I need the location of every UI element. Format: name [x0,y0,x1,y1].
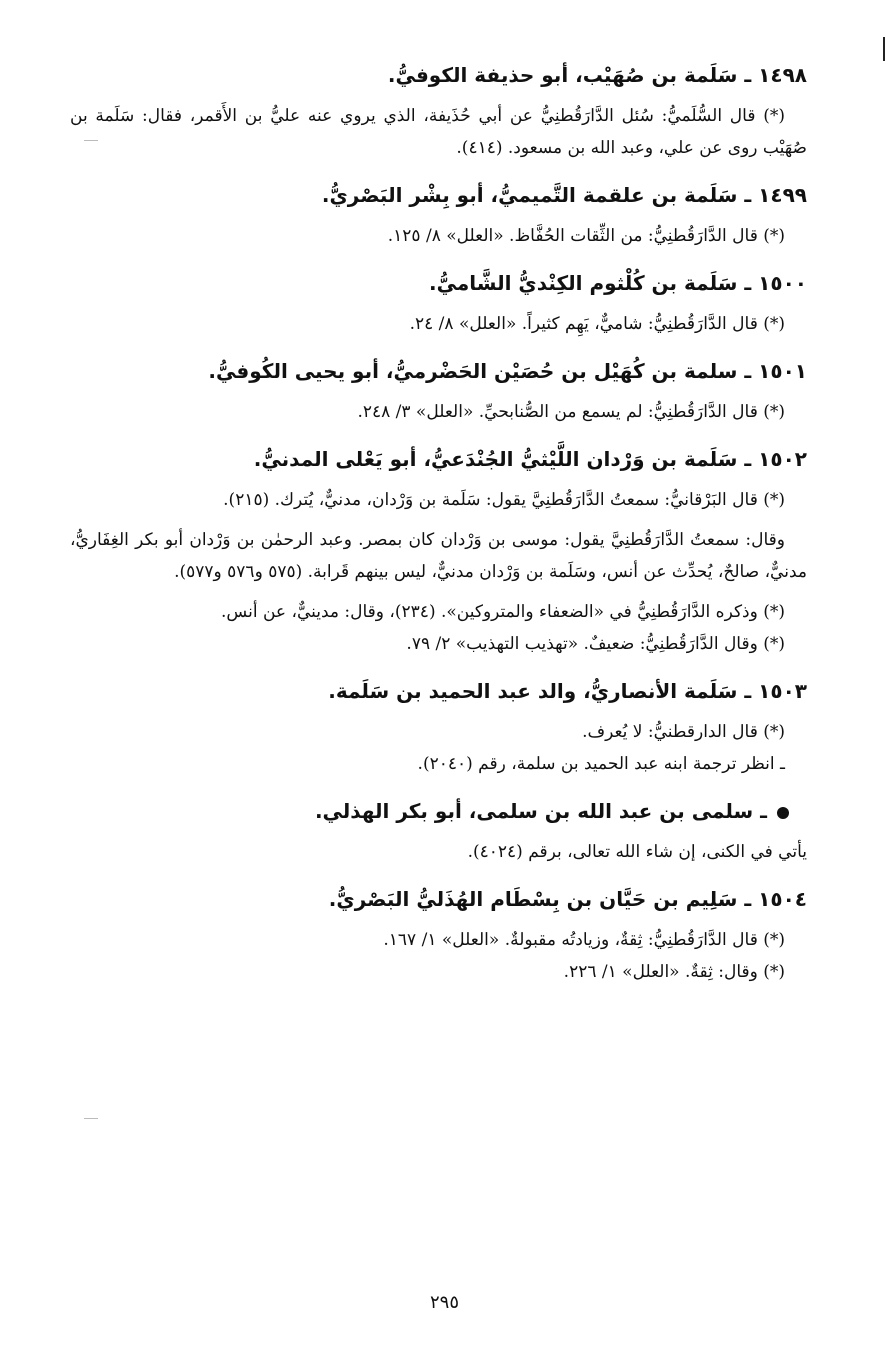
entry-paragraph: (*) قال البَرْقانيُّ: سمعتُ الدَّارَقُطنِيَّ يقول: سَلَمة بن وَرْدان، مدنيٌّ، يُترك. (٢١٥). [223,490,785,510]
entry-paragraph: ـ انظر ترجمة ابنه عبد الحميد بن سلمة، رقم (٢٠٤٠). [417,754,785,774]
entry-1504 [70,882,807,988]
scan-edge-mark [883,37,885,61]
entry-paragraph: (*) قال الدارقطنيُّ: لا يُعرف. [582,722,785,742]
entry-paragraph: (*) وقال الدَّارَقُطنِيُّ: ضعيفٌ. «تهذيب التهذيب» ٢/ ٧٩. [406,634,785,654]
entry-heading: ١٥٠٢ ـ سَلَمة بن وَرْدان اللَّيْثيُّ الجُنْدَعيُّ، أبو يَعْلى المدنيُّ. [253,447,807,471]
entry-1502 [70,442,807,660]
entry-paragraph: وقال: سمعتُ الدَّارَقُطنِيَّ يقول: موسى بن وَرْدان كان بمصر. وعبد الرحمٰن بن وَرْدان أبو بكر الغِفَاريُّ، مدنيٌّ، صالحٌ، يُحدِّث عن أنس، وسَلَمة بن وَرْدان مدنيٌّ، ليس بينهم قَرابة. (٥٧٥ و٥٧٦ و٥٧٧). [70,530,807,582]
scan-margin-line [84,1118,98,1119]
entry-salma-cross-reference [70,794,807,868]
entry-paragraph: (*) قال الدَّارَقُطنِيُّ: لم يسمع من الصُّنابحيِّ. «العلل» ٣/ ٢٤٨. [357,402,785,422]
entry-paragraph: يأتي في الكنى، إن شاء الله تعالى، برقم (٤٠٢٤). [467,842,807,862]
entry-heading: ١٥٠٤ ـ سَلِيم بن حَيَّان بن بِسْطَام الهُذَليُّ البَصْريُّ. [328,887,807,911]
entry-paragraph: (*) قال السُّلَميُّ: سُئل الدَّارَقُطنِيُّ عن أبي حُذَيفة، الذي يروي عنه عليُّ بن الأَقمر، فقال: سَلَمة بن صُهَيْب روى عن علي، وعبد الله بن مسعود. (٤١٤). [70,106,807,158]
bullet-icon [777,807,789,819]
entry-heading: ١٤٩٩ ـ سَلَمة بن علقمة التَّميميُّ، أبو بِشْر البَصْريُّ. [321,183,807,207]
entry-paragraph: (*) وقال: ثِقةٌ. «العلل» ١/ ٢٢٦. [563,962,785,982]
document-page [70,58,807,1002]
entry-paragraph: (*) قال الدَّارَقُطنِيُّ: شاميٌّ، يَهِم كثيراً. «العلل» ٨/ ٢٤. [409,314,785,334]
entry-heading: ١٤٩٨ ـ سَلَمة بن صُهَيْب، أبو حذيفة الكوفيُّ. [387,63,807,87]
entry-heading-text: ـ سلمى بن عبد الله بن سلمى، أبو بكر الهذلي. [314,799,767,823]
paragraph-gap [70,588,807,596]
entry-heading: ١٥٠٠ ـ سَلَمة بن كُلْثوم الكِنْديُّ الشَّاميُّ. [429,271,807,295]
entry-1498 [70,58,807,164]
entry-1503 [70,674,807,780]
entry-heading: ١٥٠٣ ـ سَلَمة الأنصاريُّ، والد عبد الحميد بن سَلَمة. [328,679,807,703]
entry-heading: ١٥٠١ ـ سلمة بن كُهَيْل بن حُصَيْن الحَضْرميُّ، أبو يحيى الكُوفيُّ. [208,359,807,383]
paragraph-gap [70,516,807,524]
entry-1499 [70,178,807,252]
entry-1500 [70,266,807,340]
entry-heading [70,794,807,828]
entry-paragraph: (*) وذكره الدَّارَقُطنِيُّ في «الضعفاء والمتروكين». (٢٣٤)، وقال: مدينيٌّ، عن أنس. [221,602,785,622]
entry-paragraph: (*) قال الدَّارَقُطنِيُّ: من الثِّقات الحُفَّاظ. «العلل» ٨/ ١٢٥. [387,226,785,246]
entry-paragraph: (*) قال الدَّارَقُطنِيُّ: ثِقةٌ، وزيادتُه مقبولةٌ. «العلل» ١/ ١٦٧. [383,930,785,950]
page-number: ٢٩٥ [429,1292,459,1313]
entry-1501 [70,354,807,428]
